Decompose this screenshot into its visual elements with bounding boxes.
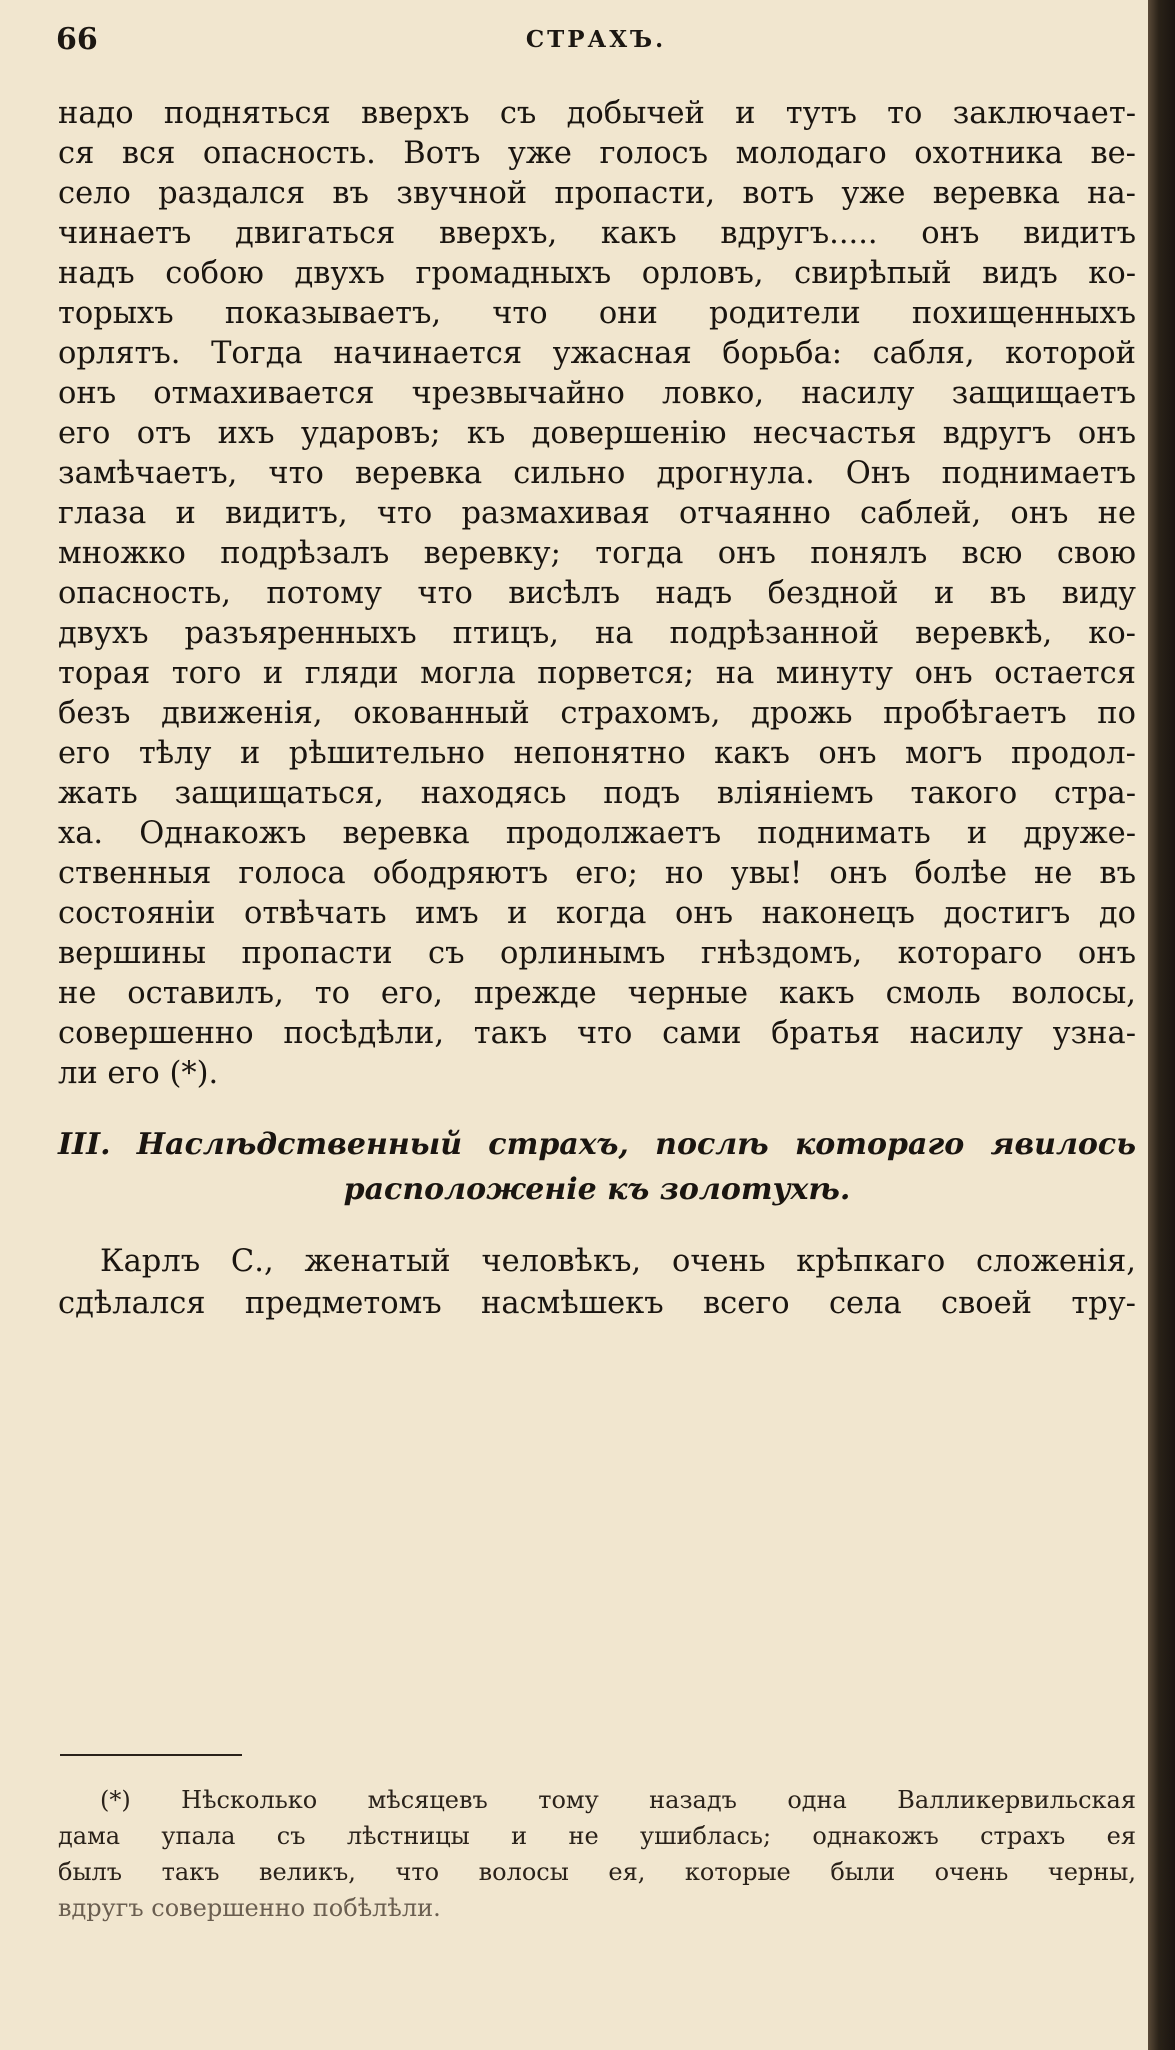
footnote-line: (*) Нѣсколько мѣсяцевъ тому назадъ одна Валликервильская bbox=[100, 1786, 1136, 1814]
text-line: ся вся опасность. Вотъ уже голосъ молодаго охотника ве- bbox=[58, 136, 1136, 171]
footnote-rule bbox=[60, 1754, 242, 1756]
section-heading-line: III. Наслѣдственный страхъ, послѣ котораго явилось bbox=[58, 1127, 1136, 1162]
text-line: чинаетъ двигаться вверхъ, какъ вдругъ..... онъ видитъ bbox=[58, 216, 1136, 251]
text-line: ственныя голоса ободряютъ его; но увы! онъ болѣе не въ bbox=[58, 856, 1136, 891]
text-line: орлятъ. Тогда начинается ужасная борьба: сабля, которой bbox=[58, 336, 1136, 371]
text-line: онъ отмахивается чрезвычайно ловко, насилу защищаетъ bbox=[58, 376, 1136, 411]
section-heading-line: расположеніе къ золотухѣ. bbox=[343, 1172, 851, 1207]
text-line: состояніи отвѣчать имъ и когда онъ наконецъ достигъ до bbox=[58, 896, 1136, 931]
page-header bbox=[56, 22, 1136, 62]
text-line: жать защищаться, находясь подъ вліяніемъ такого стра- bbox=[58, 776, 1136, 811]
text-line: его отъ ихъ ударовъ; къ довершенію несчастья вдругъ онъ bbox=[58, 416, 1136, 451]
text-line: сдѣлался предметомъ насмѣшекъ всего села своей тру- bbox=[58, 1286, 1136, 1321]
text-line: множко подрѣзалъ веревку; тогда онъ понялъ всю свою bbox=[58, 536, 1136, 571]
footnote-line: вдругъ совершенно побѣлѣли. bbox=[58, 1894, 441, 1922]
footnote-line: дама упала съ лѣстницы и не ушиблась; однакожъ страхъ ея bbox=[58, 1822, 1136, 1850]
text-line: глаза и видитъ, что размахивая отчаянно саблей, онъ не bbox=[58, 496, 1136, 531]
text-line: его тѣлу и рѣшительно непонятно какъ онъ могъ продол- bbox=[58, 736, 1136, 771]
text-line: двухъ разъяренныхъ птицъ, на подрѣзанной веревкѣ, ко- bbox=[58, 616, 1136, 651]
book-edge bbox=[1148, 0, 1175, 2050]
text-line: торыхъ показываетъ, что они родители похищенныхъ bbox=[58, 296, 1136, 331]
text-line: ли его (*). bbox=[58, 1056, 219, 1091]
footnote-line: былъ такъ великъ, что волосы ея, которые были очень черны, bbox=[58, 1858, 1136, 1886]
page-number: 66 bbox=[56, 22, 98, 57]
text-line: Карлъ С., женатый человѣкъ, очень крѣпкаго сложенія, bbox=[100, 1244, 1136, 1279]
text-line: надъ собою двухъ громадныхъ орловъ, свирѣпый видъ ко- bbox=[58, 256, 1136, 291]
text-line: безъ движенія, окованный страхомъ, дрожь пробѣгаетъ по bbox=[58, 696, 1136, 731]
text-line: надо подняться вверхъ съ добычей и тутъ то заключает- bbox=[58, 96, 1136, 131]
text-line: опасность, потому что висѣлъ надъ бездной и въ виду bbox=[58, 576, 1136, 611]
text-line: торая того и гляди могла порвется; на минуту онъ остается bbox=[58, 656, 1136, 691]
text-line: не оставилъ, то его, прежде черные какъ смоль волосы, bbox=[58, 976, 1136, 1011]
running-title: СТРАХЪ. bbox=[525, 26, 667, 53]
text-line: село раздался въ звучной пропасти, вотъ уже веревка на- bbox=[58, 176, 1136, 211]
text-line: вершины пропасти съ орлинымъ гнѣздомъ, котораго онъ bbox=[58, 936, 1136, 971]
text-line: замѣчаетъ, что веревка сильно дрогнула. Онъ поднимаетъ bbox=[58, 456, 1136, 491]
text-line: совершенно посѣдѣли, такъ что сами братья насилу узна- bbox=[58, 1016, 1136, 1051]
text-line: ха. Однакожъ веревка продолжаетъ поднимать и друже- bbox=[58, 816, 1136, 851]
